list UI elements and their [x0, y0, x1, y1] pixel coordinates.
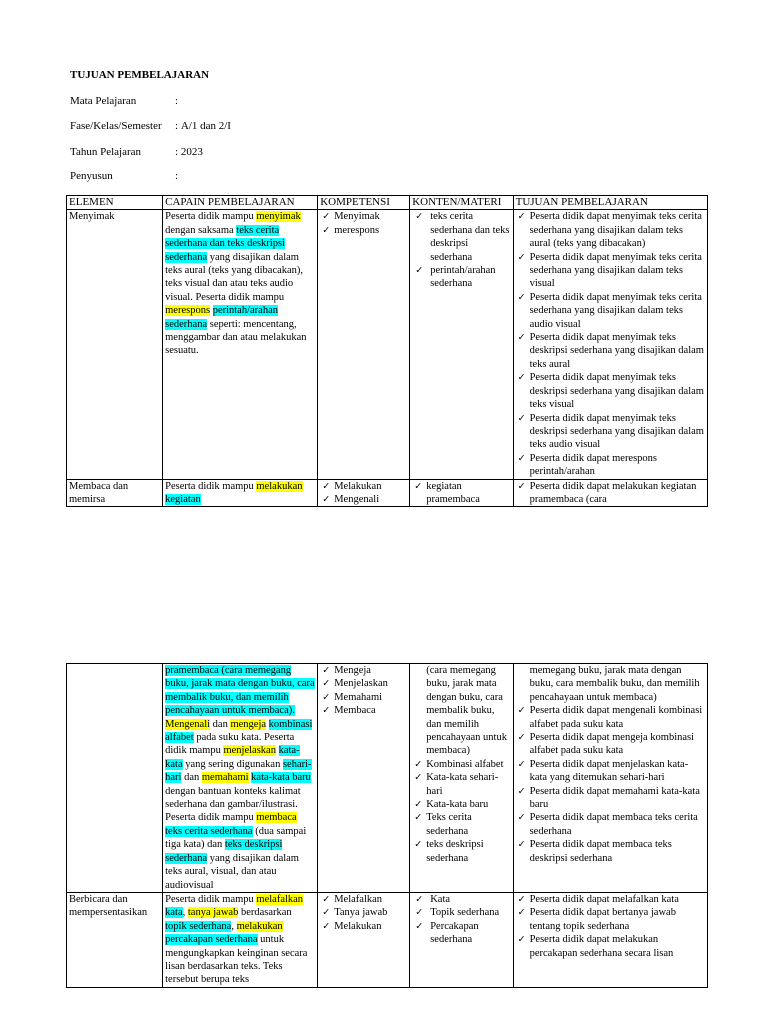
highlight-verb: merespons [165, 305, 211, 317]
list-item: ✓ Peserta didik dapat menyimak teks cerita sederhana yang disajikan dalam teks aural (teks yang dibacakan) [516, 210, 705, 250]
highlight-content: kegiatan [165, 493, 201, 505]
highlight-verb: memahami [201, 772, 249, 784]
list-item: ✓ Kata-kata baru [412, 798, 510, 811]
list-item: ✓ Peserta didik dapat merespons perintah/arahan [516, 452, 705, 479]
list-item: ✓ Kata [412, 893, 510, 906]
highlight-content: teks deskripsi sederhana [165, 839, 283, 864]
highlight-content: kata-kata baru [251, 772, 311, 784]
tujuan-list [516, 210, 705, 478]
highlight-content: teks cerita sederhana [165, 825, 253, 837]
konten-list [412, 893, 510, 947]
list-item: ✓ Peserta didik dapat melakukan kegiatan pramembaca (cara [516, 480, 705, 507]
page-gap [0, 600, 768, 660]
table-row [67, 892, 708, 987]
elemen-cell: Membaca dan memirsa [67, 479, 163, 507]
list-item: ✓ Melakukan [320, 920, 407, 933]
highlight-verb: melakukan [256, 480, 303, 492]
highlight-content: teks cerita sederhana dan teks deskripsi sederhana [165, 224, 285, 263]
list-item: ✓ Peserta didik dapat melafalkan kata [516, 893, 705, 906]
konten-continuation: (cara memegang buku, jarak mata dengan buku, cara membalik buku, dan memilih pencahayaan untuk membaca) [426, 665, 507, 757]
elemen-cell: Menyimak [67, 210, 163, 479]
tujuan-continuation: memegang buku, jarak mata dengan buku, cara membalik buku, dan memilih pencahayaan untuk membaca) [529, 665, 700, 703]
meta-phase-class-semester: Fase/Kelas/Semester : A/1 dan 2/I [70, 120, 231, 132]
header-kompetensi: KOMPETENSI [318, 196, 410, 210]
list-item: ✓ Melafalkan [320, 893, 407, 906]
table-row [67, 210, 708, 479]
table-row [67, 664, 708, 893]
tujuan-list [516, 893, 705, 960]
konten-cell [410, 664, 513, 893]
kompetensi-cell [318, 664, 410, 893]
capaian-cell: Peserta didik mampu melafalkan kata, tanya jawab berdasarkan topik sederhana, melakukan percakapan sederhana untuk mengungkapkan keinginan secara lisan berdasarkan teks. Teks tersebut berupa teks [163, 892, 318, 987]
list-item: ✓ Peserta didik dapat menyimak teks deskripsi sederhana yang disajikan dalam teks aural [516, 331, 705, 371]
list-item: ✓ Peserta didik dapat melakukan percakapan sederhana secara lisan [516, 933, 705, 960]
list-item: ✓ Mengeja [320, 664, 407, 677]
highlight-verb: melafalkan [256, 893, 304, 905]
konten-list [412, 480, 510, 507]
elemen-cell: Berbicara dan mempersentasikan [67, 892, 163, 987]
capaian-cell: Peserta didik mampu melakukan kegiatan [163, 479, 318, 507]
list-item: ✓ Menyimak [320, 210, 407, 223]
list-item: ✓ Peserta didik dapat mengeja kombinasi alfabet pada suku kata [516, 731, 705, 758]
list-item: ✓ Peserta didik dapat menyimak teks cerita sederhana yang disajikan dalam teks visual [516, 251, 705, 291]
list-item: ✓ Peserta didik dapat menyimak teks deskripsi sederhana yang disajikan dalam teks visual [516, 371, 705, 411]
list-item: ✓ Peserta didik dapat bertanya jawab tentang topik sederhana [516, 906, 705, 933]
list-item: ✓ Peserta didik dapat menjelaskan kata-kata yang ditemukan sehari-hari [516, 758, 705, 785]
highlight-verb: menyimak [256, 211, 301, 223]
konten-list [412, 758, 510, 865]
meta-subject: Mata Pelajaran : [70, 95, 179, 107]
list-item: ✓ Peserta didik dapat menyimak teks deskripsi sederhana yang disajikan dalam teks audio visual [516, 412, 705, 452]
highlight-content: pramembaca (cara memegang buku, jarak mata dengan buku, cara membalik buku, dan memilih pencahayaan untuk membaca). [165, 665, 315, 717]
konten-cell [410, 892, 513, 987]
list-item: ✓ Peserta didik dapat memahami kata-kata baru [516, 785, 705, 812]
list-item: ✓ Memahami [320, 691, 407, 704]
highlight-verb: melakukan [236, 920, 283, 932]
highlight-verb: mengeja [230, 718, 267, 730]
list-item: ✓ Mengenali [320, 493, 407, 506]
header-capaian: CAPAIN PEMBELAJARAN [163, 196, 318, 210]
kompetensi-cell [318, 892, 410, 987]
list-item: ✓ Teks cerita sederhana [412, 811, 510, 838]
list-item: ✓ Kata-kata sehari-hari [412, 771, 510, 798]
header-tujuan: TUJUAN PEMBELAJARAN [513, 196, 707, 210]
capaian-cell: pramembaca (cara memegang buku, jarak mata dengan buku, cara membalik buku, dan memilih pencahayaan untuk membaca). Mengenali dan mengeja kombinasi alfabet pada suku kata. Peserta didik mampu menjelaskan kata-kata yang sering digunakan sehari-hari dan memahami kata-kata baru dengan bantuan konteks kalimat sederhana dan gambar/ilustrasi. Peserta didik mampu membaca teks cerita sederhana (dua sampai tiga kata) dan teks deskripsi sederhana yang disajikan dalam teks aural, visual, dan atau audiovisual [163, 664, 318, 893]
meta-academic-year: Tahun Pelajaran : 2023 [70, 146, 203, 158]
list-item: ✓ Kombinasi alfabet [412, 758, 510, 771]
tujuan-list [516, 480, 705, 507]
kompetensi-list [320, 480, 407, 507]
capaian-cell: Peserta didik mampu menyimak dengan saksama teks cerita sederhana dan teks deskripsi sederhana yang disajikan dalam teks aural (teks yang dibacakan), teks visual dan atau teks audio visual. Peserta didik mampu merespons perintah/arahan sederhana seperti: mencentang, menggambar dan atau melakukan sesuatu. [163, 210, 318, 479]
highlight-verb: menjelaskan [223, 745, 276, 757]
list-item: ✓ Tanya jawab [320, 906, 407, 919]
list-item: ✓ Percakapan sederhana [412, 920, 510, 947]
highlight-content: sehari-hari [165, 758, 312, 784]
elemen-cell [67, 664, 163, 893]
list-item: ✓ Melakukan [320, 480, 407, 493]
document-page-2 [0, 660, 768, 1024]
tujuan-cell [513, 892, 707, 987]
list-item: ✓ Peserta didik dapat membaca teks deskripsi sederhana [516, 838, 705, 865]
list-item: ✓ Peserta didik dapat menyimak teks cerita sederhana yang disajikan dalam teks audio visual [516, 291, 705, 331]
tujuan-cell [513, 210, 707, 479]
list-item: ✓ merespons [320, 224, 407, 237]
highlight-verb: tanya jawab [187, 907, 239, 919]
highlight-content: percakapan sederhana [165, 934, 258, 946]
tujuan-list [516, 704, 705, 865]
highlight-verb: membaca [256, 812, 297, 824]
list-item: ✓ perintah/arahan sederhana [412, 264, 510, 291]
tujuan-cell [513, 479, 707, 507]
highlight-content: kata-kata [165, 745, 300, 770]
list-item: ✓ teks cerita sederhana dan teks deskripsi sederhana [412, 210, 510, 264]
table-row [67, 479, 708, 507]
highlight-content: topik sederhana [165, 920, 232, 932]
tujuan-cell [513, 664, 707, 893]
meta-author: Penyusun : [70, 170, 179, 182]
highlight-verb: Mengenali [165, 718, 211, 730]
konten-cell [410, 479, 513, 507]
list-item: ✓ Peserta didik dapat mengenali kombinasi alfabet pada suku kata [516, 704, 705, 731]
list-item: ✓ kegiatan pramembaca [412, 480, 510, 507]
kompetensi-list [320, 664, 407, 718]
konten-cell [410, 210, 513, 479]
learning-objectives-table [66, 195, 708, 507]
header-konten: KONTEN/MATERI [410, 196, 513, 210]
list-item: ✓ teks deskripsi sederhana [412, 838, 510, 865]
learning-objectives-table-continued [66, 663, 708, 988]
kompetensi-cell [318, 210, 410, 479]
list-item: ✓ Peserta didik dapat membaca teks cerita sederhana [516, 811, 705, 838]
konten-list [412, 210, 510, 290]
table-header-row [67, 196, 708, 210]
header-elemen: ELEMEN [67, 196, 163, 210]
highlight-content: perintah/arahan sederhana [165, 305, 278, 330]
kompetensi-list [320, 210, 407, 237]
highlight-content: kata [165, 907, 183, 919]
list-item: ✓ Membaca [320, 704, 407, 717]
kompetensi-cell [318, 479, 410, 507]
highlight-content: kombinasi alfabet [165, 718, 313, 744]
kompetensi-list [320, 893, 407, 933]
list-item: ✓ Menjelaskan [320, 677, 407, 690]
document-title: TUJUAN PEMBELAJARAN [70, 69, 210, 81]
list-item: ✓ Topik sederhana [412, 906, 510, 919]
